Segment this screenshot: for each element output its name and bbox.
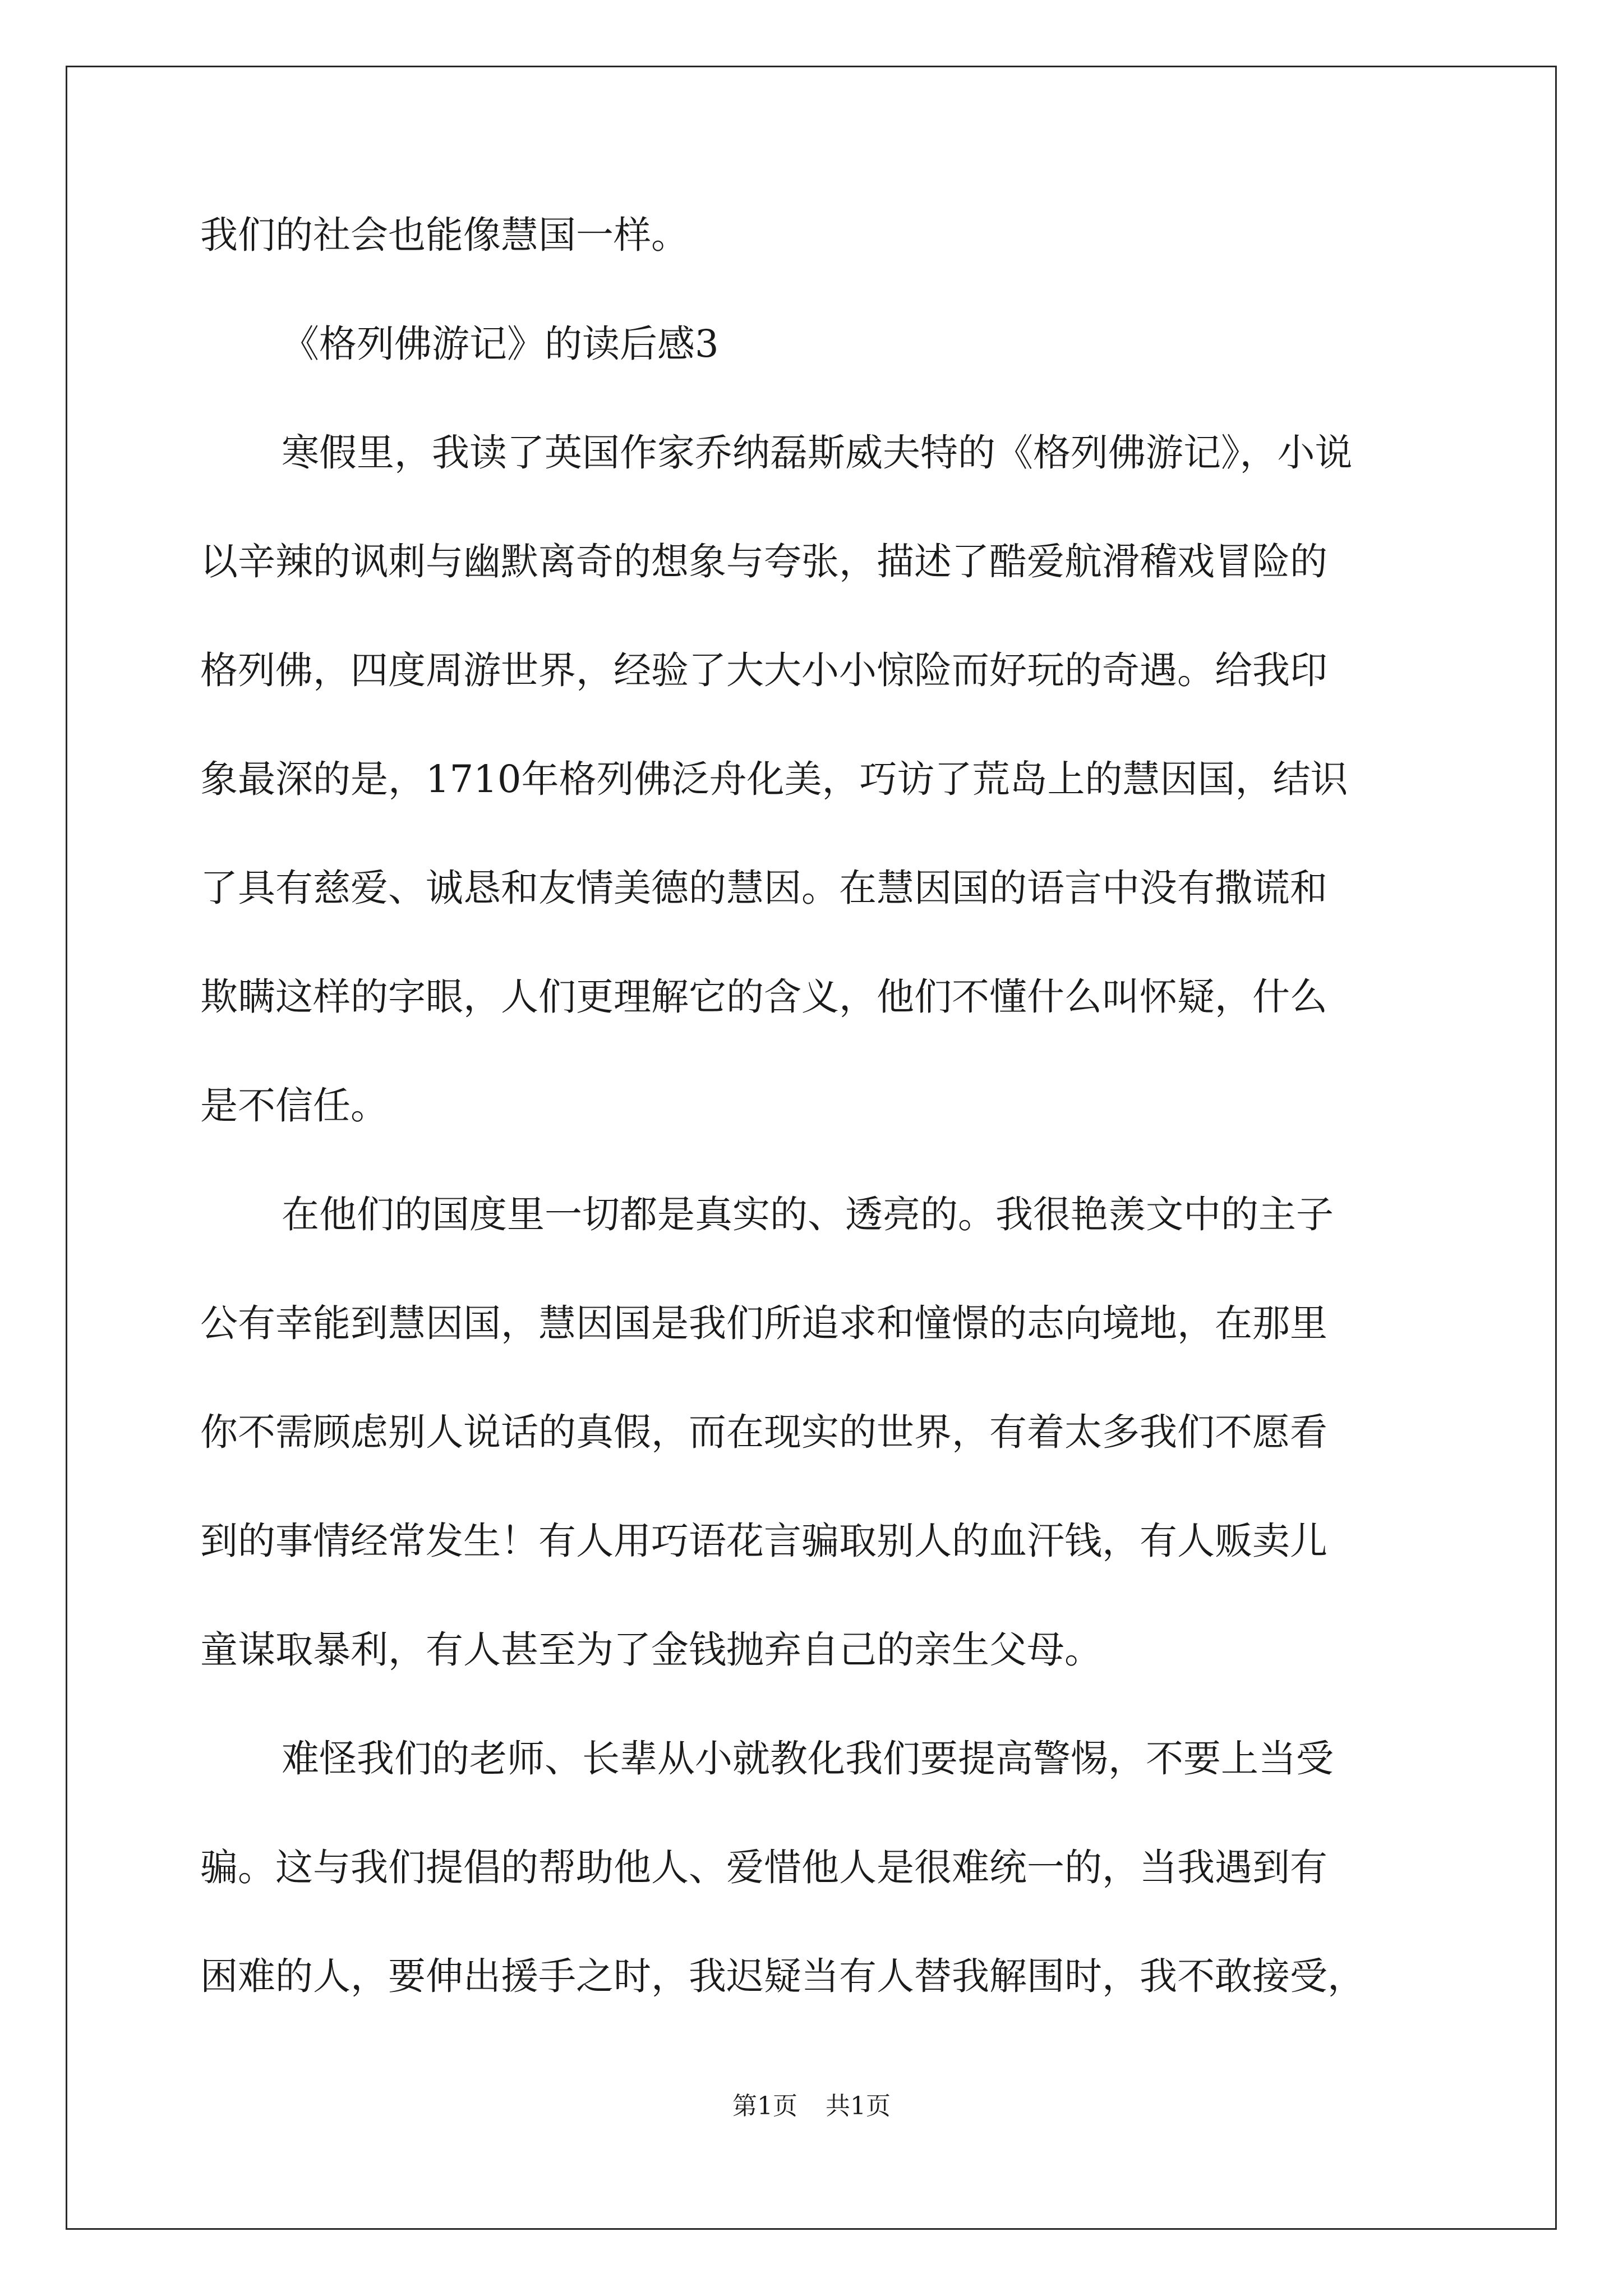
page-total: 共1页	[826, 2092, 891, 2120]
text-line: 骗。这与我们提倡的帮助他人、爱惜他人是很难统一的，当我遇到有	[200, 1846, 1327, 1889]
text-line: 是不信任。	[200, 1084, 388, 1128]
text-line: 我们的社会也能像慧国一样。	[200, 213, 689, 257]
text-line: 象最深的是，1710年格列佛泛舟化美，巧访了荒岛上的慧因国，结识	[200, 757, 1348, 801]
text-line: 你不需顾虑别人说话的真假，而在现实的世界，有着太多我们不愿看	[200, 1410, 1327, 1454]
text-line: 到的事情经常发生！有人用巧语花言骗取别人的血汗钱，有人贩卖儿	[200, 1519, 1327, 1563]
text-line: 格列佛，四度周游世界，经验了大大小小惊险而好玩的奇遇。给我印	[200, 648, 1327, 692]
page-border	[66, 66, 1557, 2230]
text-line: 了具有慈爱、诚恳和友情美德的慧因。在慧因国的语言中没有撒谎和	[200, 866, 1327, 910]
text-line: 难怪我们的老师、长辈从小就教化我们要提高警惕，不要上当受	[282, 1737, 1334, 1780]
text-line: 公有幸能到慧因国，慧因国是我们所追求和憧憬的志向境地，在那里	[200, 1301, 1327, 1345]
page-footer	[0, 2090, 1623, 2123]
page-number: 第1页	[732, 2092, 797, 2120]
text-line: 寒假里，我读了英国作家乔纳磊斯威夫特的《格列佛游记》，小说	[282, 431, 1353, 475]
text-line: 童谋取暴利，有人甚至为了金钱抛弃自己的亲生父母。	[200, 1628, 1102, 1672]
text-line: 在他们的国度里一切都是真实的、透亮的。我很艳羡文中的主子	[282, 1193, 1334, 1236]
text-line: 困难的人，要伸出援手之时，我迟疑当有人替我解围时，我不敢接受，	[200, 1954, 1365, 1998]
section-heading: 《格列佛游记》的读后感3	[282, 322, 719, 366]
text-line: 以辛辣的讽刺与幽默离奇的想象与夸张，描述了酷爱航滑稽戏冒险的	[200, 540, 1327, 583]
text-line: 欺瞒这样的字眼，人们更理解它的含义，他们不懂什么叫怀疑，什么	[200, 975, 1327, 1019]
